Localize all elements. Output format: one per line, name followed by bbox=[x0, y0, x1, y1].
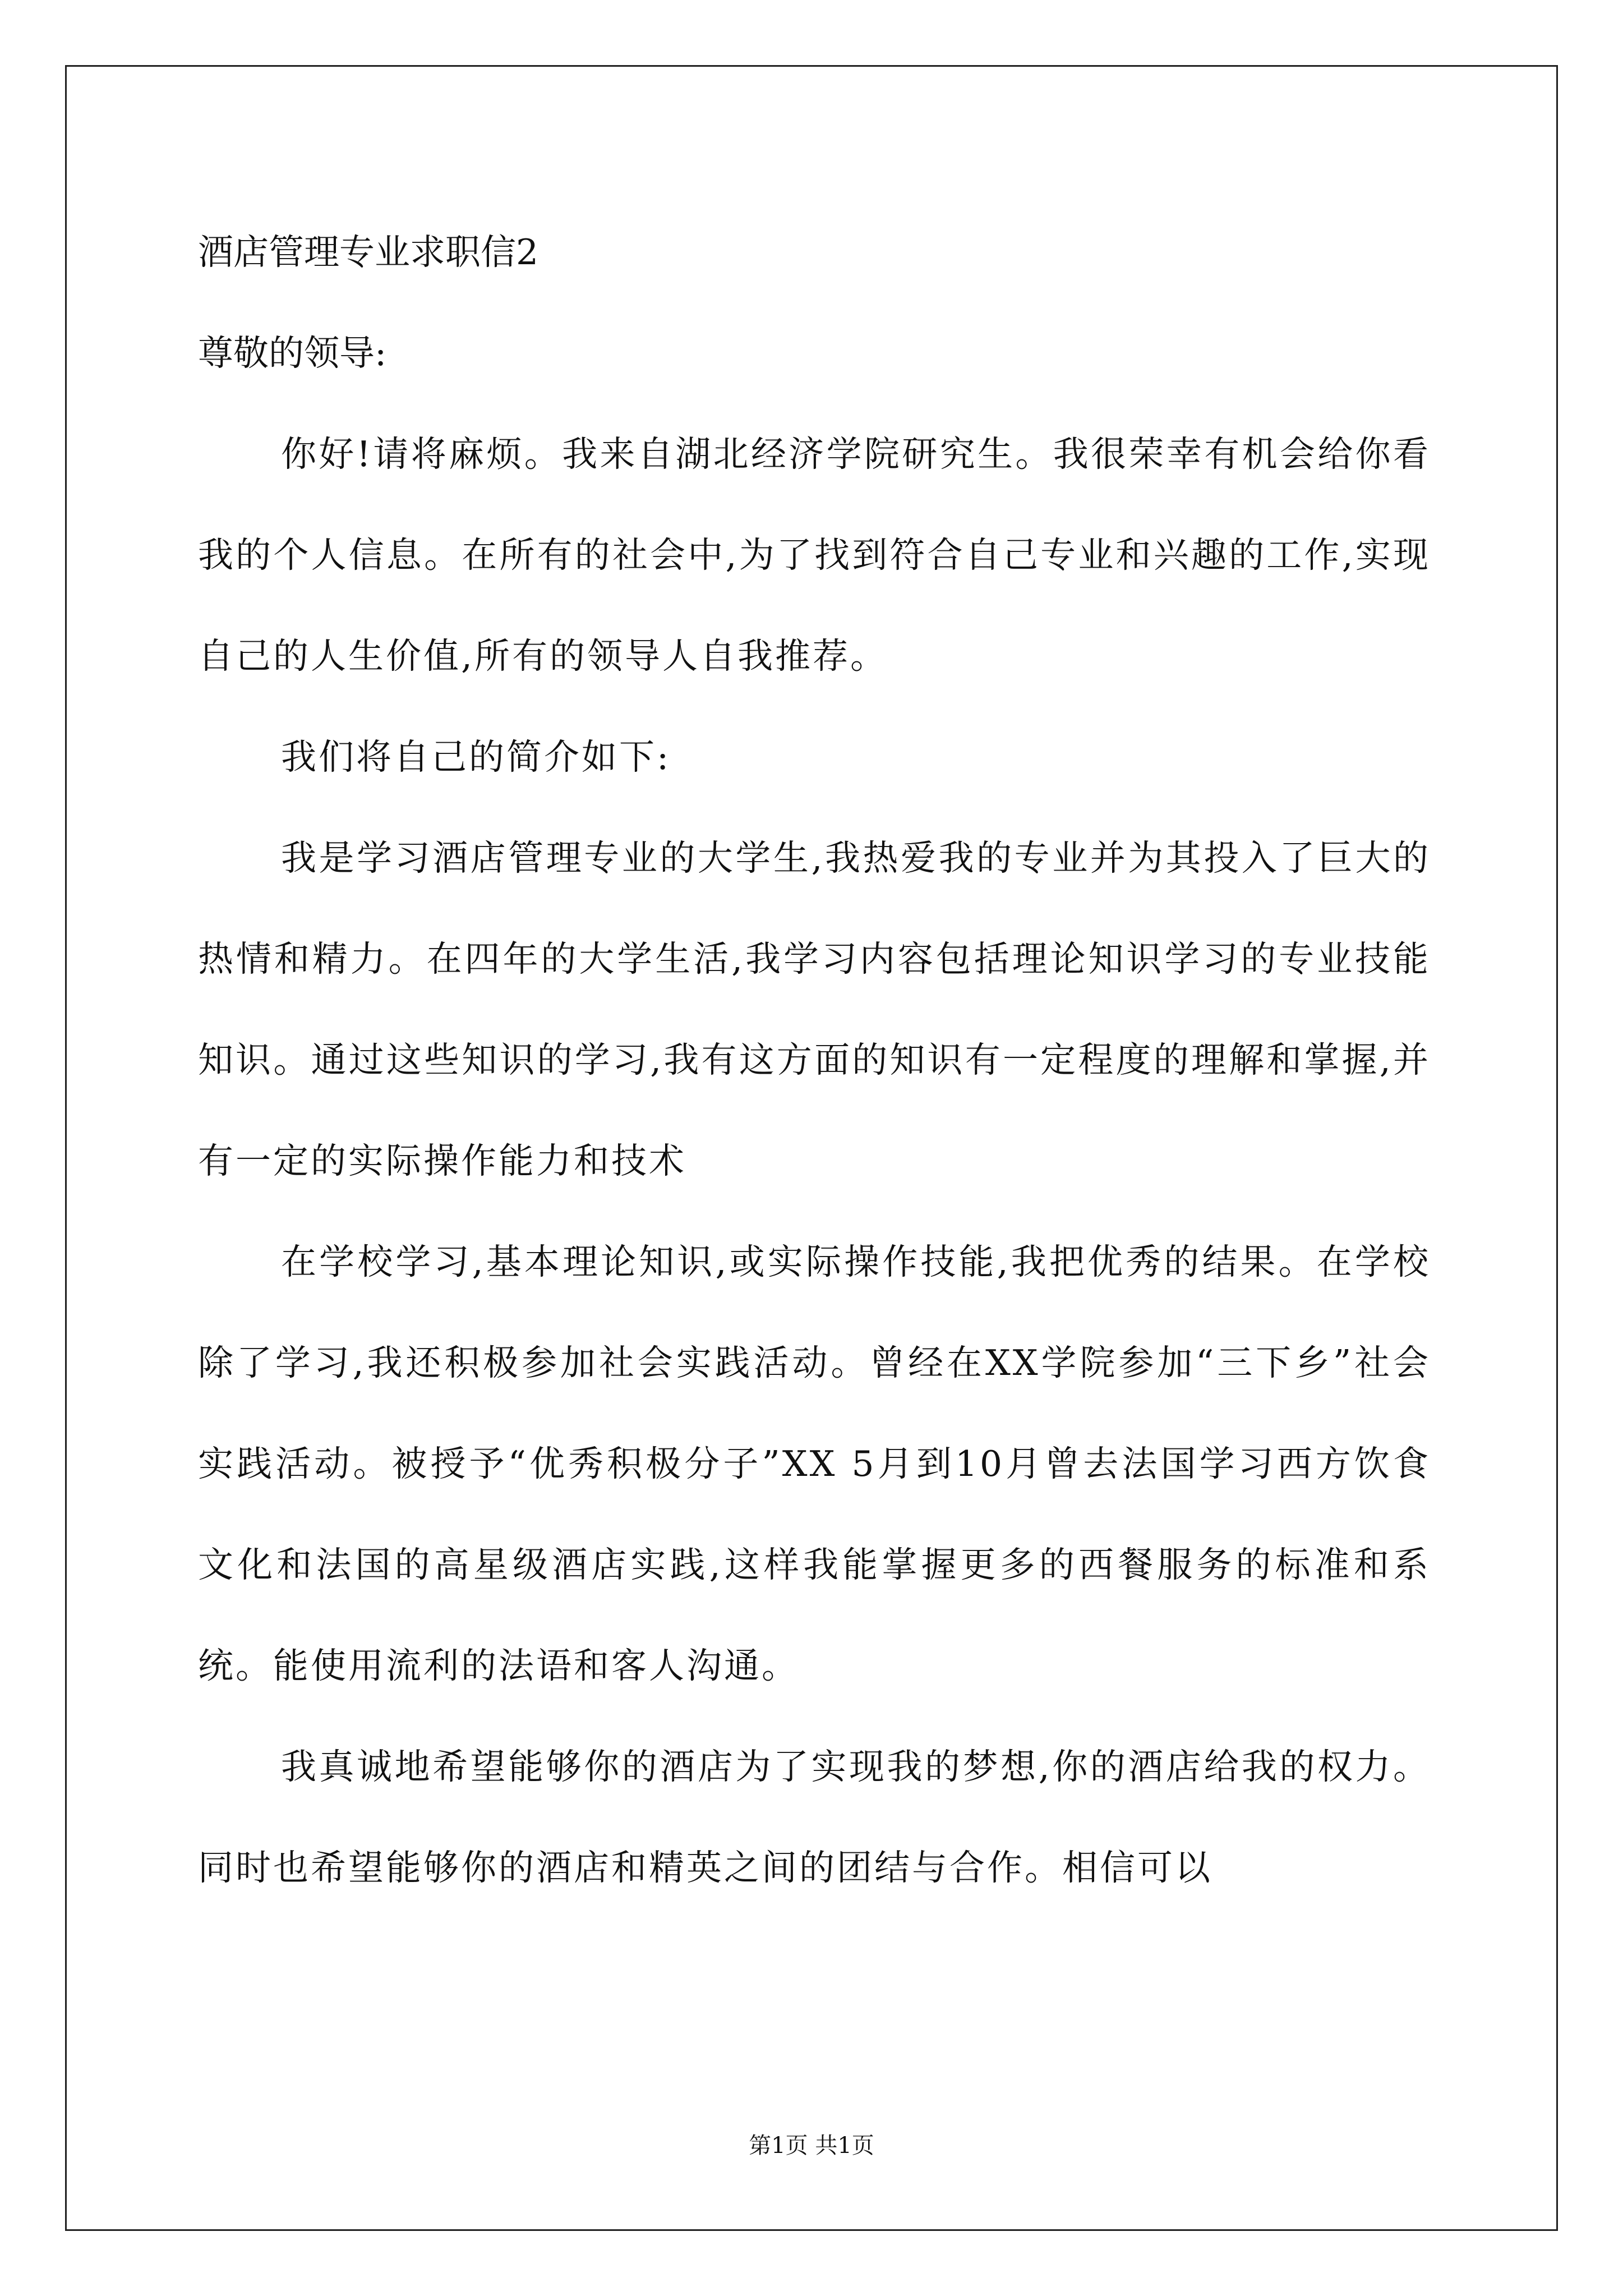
document-title: 酒店管理专业求职信2 bbox=[198, 232, 539, 273]
salutation: 尊敬的领导: bbox=[198, 333, 387, 374]
letter-body bbox=[198, 404, 1431, 1918]
paragraph-closing: 我真诚地希望能够你的酒店为了实现我的梦想,你的酒店给我的权力。同时也希望能够你的酒店和精英之间的团结与合作。相信可以 bbox=[198, 1746, 1431, 1888]
paragraph-intro: 你好!请将麻烦。我来自湖北经济学院研究生。我很荣幸有机会给你看我的个人信息。在所有的社会中,为了找到符合自己专业和兴趣的工作,实现自己的人生价值,所有的领导人自我推荐。 bbox=[198, 434, 1431, 677]
paragraph-profile-lead: 我们将自己的简介如下: bbox=[281, 737, 671, 777]
page-footer: 第1页 共1页 bbox=[749, 2133, 874, 2159]
paragraph-practice: 在学校学习,基本理论知识,或实际操作技能,我把优秀的结果。在学校除了学习,我还积极参加社会实践活动。曾经在XX学院参加“三下乡”社会实践活动。被授予“优秀积极分子”XX 5月到10月曾去法国学习西方饮食文化和法国的高星级酒店实践,这样我能掌握更多的西餐服务的标准和系统。能使用流利的法语和客人沟通。 bbox=[198, 1241, 1431, 1686]
paragraph-education: 我是学习酒店管理专业的大学生,我热爱我的专业并为其投入了巨大的热情和精力。在四年的大学生活,我学习内容包括理论知识学习的专业技能知识。通过这些知识的学习,我有这方面的知识有一定程度的理解和掌握,并有一定的实际操作能力和技术 bbox=[198, 838, 1431, 1181]
